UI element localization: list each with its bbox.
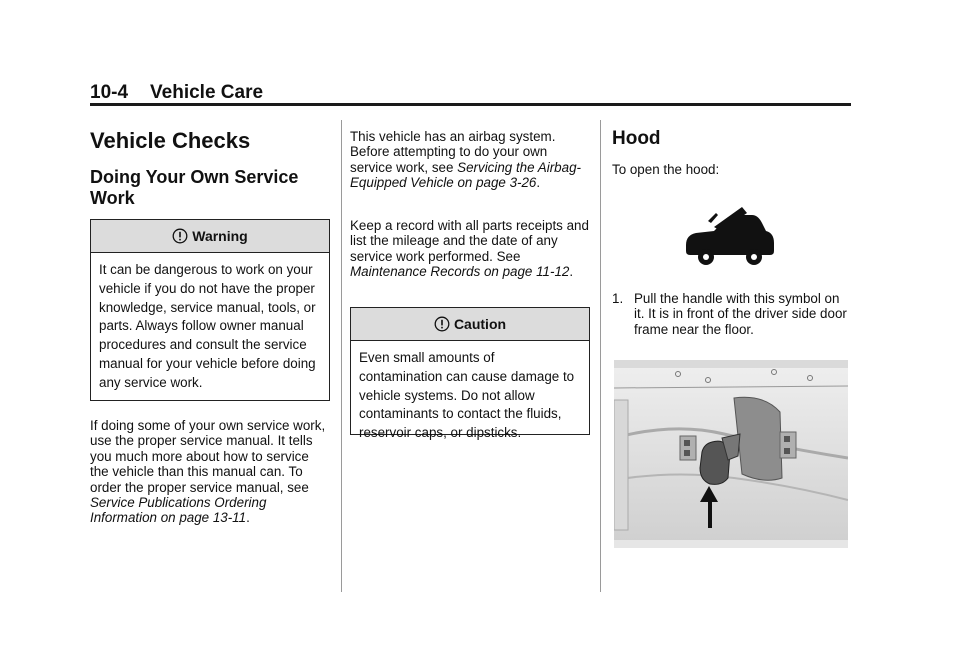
- caution-header: [351, 308, 589, 341]
- maintenance-records-link[interactable]: Maintenance Records on page 11-12: [350, 264, 570, 280]
- caution-label: Caution: [453, 316, 507, 332]
- caution-text: Even small amounts of contamination can cause damage to vehicle systems. Do not allow contaminants to contact the fluids, reservoir caps, or dipsticks.: [359, 350, 575, 441]
- records-text: Keep a record with all parts receipts and list the mileage and the date of any service work performed. See: [350, 218, 589, 264]
- airbag-servicing-link[interactable]: Servicing the Airbag-Equipped Vehicle on page 3-26: [350, 159, 581, 191]
- step-1-text: Pull the handle with this symbol on it. It is in front of the driver side door frame near the floor.: [634, 291, 847, 337]
- records-text-end: .: [569, 264, 574, 280]
- service-publications-link[interactable]: Service Publications Ordering Information on page 13-11: [90, 495, 267, 526]
- warning-label: Warning: [192, 228, 248, 244]
- column-divider-2: [600, 120, 601, 592]
- warning-text: It can be dangerous to work on your vehicle if you do not have the proper knowledge, service manual, tools, or parts. Always follow owner manual procedures and consult the service manual for your vehicle before doing any service work.: [99, 262, 316, 390]
- step-1-number: 1.: [612, 291, 624, 306]
- step-1: [612, 291, 852, 337]
- service-text: If doing some of your own service work, use the proper service manual. It tells you much more about how to service the vehicle than this manual can. To order the proper service manual, see: [90, 418, 326, 495]
- page-header: [90, 82, 263, 104]
- hood-title: Hood: [612, 128, 661, 149]
- warning-icon: [172, 228, 188, 244]
- service-text-end: .: [246, 510, 250, 526]
- chapter-title: Vehicle Care: [150, 82, 264, 103]
- records-paragraph: [350, 218, 590, 280]
- warning-header: [91, 220, 329, 253]
- hood-release-illustration: [614, 360, 848, 548]
- airbag-paragraph: [350, 129, 590, 191]
- airbag-text-end: .: [536, 175, 541, 191]
- section-title: Vehicle Checks: [90, 128, 251, 153]
- subsection-title: Doing Your Own Service Work: [90, 167, 299, 208]
- warning-box: [90, 219, 330, 401]
- page-number: 10-4: [90, 82, 129, 103]
- airbag-text: This vehicle has an airbag system. Before attempting to do your own service work, see: [350, 129, 556, 175]
- hood-open-icon: [684, 205, 778, 267]
- service-paragraph: [90, 418, 330, 526]
- column-divider-1: [341, 120, 342, 592]
- header-rule: [90, 103, 851, 106]
- hood-intro: To open the hood:: [612, 162, 720, 177]
- caution-box: [350, 307, 590, 441]
- caution-icon: [434, 316, 450, 332]
